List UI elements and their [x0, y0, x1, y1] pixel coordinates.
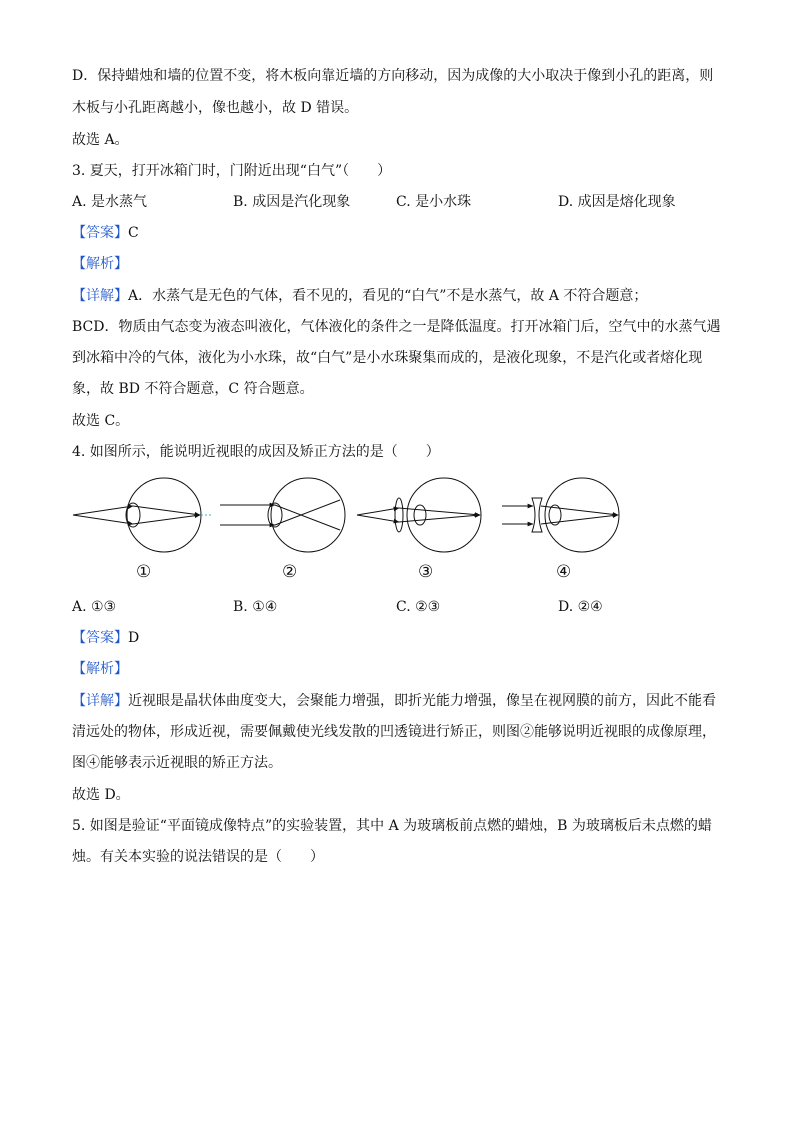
answer-value: D	[128, 630, 140, 646]
eye-figures	[70, 470, 630, 590]
q3-option-c: C. 是小水珠	[396, 194, 472, 210]
question-4: 4. 如图所示，能说明近视眼的成因及矫正方法的是（ ）	[72, 444, 440, 460]
detail-text: 近视眼是晶状体曲度变大，会聚能力增强，即折光能力增强，像呈在视网膜的前方，因此不能看	[128, 693, 716, 709]
line-3: 故选 A。	[72, 132, 129, 148]
q4-option-c: C. ②③	[396, 599, 441, 615]
detail-4-line-2: 清远处的物体，形成近视，需要佩戴使光线发散的凹透镜进行矫正，则图②能够说明近视眼的成像原理，	[72, 724, 716, 740]
q3-option-a: A. 是水蒸气	[72, 194, 148, 210]
figure-label-4: ④	[556, 562, 572, 582]
eye-diagrams-svg	[70, 470, 630, 590]
detail-3-line-2: BCD．物质由气态变为液态叫液化，气体液化的条件之一是降低温度。打开冰箱门后，空气中的水蒸气遇	[72, 319, 721, 335]
answer-tag: 【答案】	[72, 225, 128, 241]
answer-value: C	[128, 225, 139, 241]
detail-3-line-4: 象，故 BD 不符合题意，C 符合题意。	[72, 381, 314, 397]
q4-option-a: A. ①③	[72, 599, 117, 615]
q3-option-d: D. 成因是熔化现象	[558, 194, 676, 210]
detail-text: A．水蒸气是无色的气体，看不见的，看见的“白气”不是水蒸气，故 A 不符合题意；	[128, 288, 648, 304]
figure-label-1: ①	[136, 562, 152, 582]
figure-label-2: ②	[282, 562, 298, 582]
figure-1	[73, 478, 211, 552]
line-1: D．保持蜡烛和墙的位置不变，将木板向靠近墙的方向移动，因为成像的大小取决于像到小孔的距离，则	[72, 68, 714, 84]
figure-2	[220, 478, 345, 552]
q4-option-b: B. ①④	[233, 599, 278, 615]
select-3: 故选 C。	[72, 413, 130, 429]
analysis-3: 【解析】	[72, 256, 128, 272]
detail-4-line-1	[72, 691, 716, 711]
question-5-line-1: 5. 如图是验证“平面镜成像特点”的实验装置，其中 A 为玻璃板前点燃的蜡烛，B 为玻璃板后未点燃的蜡	[72, 818, 712, 834]
q3-option-b: B. 成因是汽化现象	[233, 194, 351, 210]
detail-tag: 【详解】	[72, 288, 128, 304]
figure-3	[357, 478, 481, 552]
select-4: 故选 D。	[72, 787, 130, 803]
question-3: 3. 夏天，打开冰箱门时，门附近出现“白气”（ ）	[72, 163, 392, 179]
answer-4	[72, 628, 139, 648]
figure-4	[502, 478, 619, 552]
detail-tag: 【详解】	[72, 693, 128, 709]
line-2: 木板与小孔距离越小，像也越小，故 D 错误。	[72, 100, 359, 116]
figure-label-3: ③	[418, 562, 434, 582]
question-5-line-2: 烛。有关本实验的说法错误的是（ ）	[72, 849, 324, 865]
answer-tag: 【答案】	[72, 630, 128, 646]
detail-3-line-1	[72, 286, 647, 306]
analysis-4: 【解析】	[72, 661, 128, 677]
detail-4-line-3: 图④能够表示近视眼的矫正方法。	[72, 755, 282, 771]
q4-option-d: D. ②④	[558, 599, 603, 615]
answer-3	[72, 223, 139, 243]
detail-3-line-3: 到冰箱中冷的气体，液化为小水珠，故“白气”是小水珠聚集而成的，是液化现象，不是汽化或者熔化现	[72, 350, 703, 366]
